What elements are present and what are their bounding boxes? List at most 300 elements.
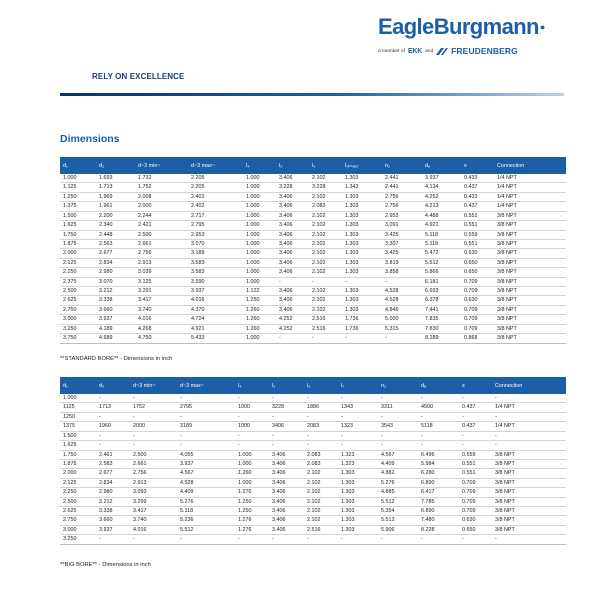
table-cell: 1.713 bbox=[96, 183, 135, 192]
table-cell: - bbox=[309, 277, 342, 286]
table-cell: 4.689 bbox=[96, 334, 135, 343]
table-cell: 2.000 bbox=[60, 249, 96, 258]
table-cell: 5.984 bbox=[418, 459, 459, 468]
table-cell: - bbox=[418, 394, 459, 403]
column-header: l₇₍ₘₐₓ₎ bbox=[342, 157, 382, 174]
table-cell: 1.303 bbox=[338, 525, 378, 534]
table-cell: 5118 bbox=[418, 422, 459, 431]
table-cell: 3.189 bbox=[188, 249, 243, 258]
table-row bbox=[60, 516, 566, 525]
table-cell: 3/8 NPT bbox=[494, 211, 566, 220]
table-cell: 5.512 bbox=[378, 516, 418, 525]
table-cell: 4.921 bbox=[422, 221, 461, 230]
table-cell: 3/8 NPT bbox=[494, 258, 566, 267]
table-cell: 1.625 bbox=[60, 221, 96, 230]
table-row bbox=[60, 249, 566, 258]
membership-line bbox=[378, 46, 548, 56]
table-cell: - bbox=[304, 535, 338, 544]
table-cell: 3.406 bbox=[276, 174, 309, 183]
table-cell: - bbox=[177, 431, 235, 440]
table-cell: 2000 bbox=[130, 422, 177, 431]
table-cell: 4.528 bbox=[177, 478, 235, 487]
table-cell: - bbox=[418, 535, 459, 544]
table-cell: 4.189 bbox=[96, 324, 135, 333]
column-header: d₈ bbox=[422, 157, 461, 174]
table-cell: - bbox=[177, 441, 235, 450]
table-cell: 1.000 bbox=[243, 268, 276, 277]
table-cell: 4.370 bbox=[188, 305, 243, 314]
table-cell: 1.000 bbox=[243, 277, 276, 286]
table-row bbox=[60, 268, 566, 277]
table-cell: - bbox=[459, 441, 492, 450]
table-cell: - bbox=[269, 412, 304, 421]
table-cell: 0.437 bbox=[461, 183, 494, 192]
table-cell: 1/4 NPT bbox=[494, 183, 566, 192]
table-cell: 1.750 bbox=[60, 450, 96, 459]
table-cell: 3.858 bbox=[382, 268, 422, 277]
table-cell: 6.496 bbox=[418, 450, 459, 459]
table-cell: 2.834 bbox=[96, 258, 135, 267]
table-cell: 6.378 bbox=[422, 296, 461, 305]
table-cell: - bbox=[418, 441, 459, 450]
table-row bbox=[60, 422, 566, 431]
table-cell: 1000 bbox=[235, 422, 269, 431]
table-cell: 0.650 bbox=[461, 268, 494, 277]
table-cell: 3.250 bbox=[60, 324, 96, 333]
table-cell: 3/8 NPT bbox=[492, 488, 566, 497]
table-cell: 3/8 NPT bbox=[492, 525, 566, 534]
table-row bbox=[60, 488, 566, 497]
table-cell: 1.752 bbox=[135, 183, 188, 192]
table-cell: 3.937 bbox=[96, 525, 130, 534]
table-cell: 3/8 NPT bbox=[494, 268, 566, 277]
column-header: d₂ bbox=[96, 377, 130, 394]
table-cell: 3.406 bbox=[276, 211, 309, 220]
table-cell: 3.228 bbox=[309, 183, 342, 192]
table-cell: 2.083 bbox=[309, 202, 342, 211]
table-cell: 0.630 bbox=[461, 249, 494, 258]
table-cell: 2.083 bbox=[304, 450, 338, 459]
table-cell: 3.091 bbox=[382, 221, 422, 230]
table-cell: 7.480 bbox=[418, 516, 459, 525]
table-cell: 2.441 bbox=[382, 183, 422, 192]
table-cell: 2.677 bbox=[96, 469, 130, 478]
table-cell: 0.630 bbox=[459, 516, 492, 525]
table-cell: 1.303 bbox=[342, 174, 382, 183]
table-cell: 1.250 bbox=[235, 507, 269, 516]
table-cell: 2.102 bbox=[309, 230, 342, 239]
table-cell: - bbox=[96, 535, 130, 544]
table-cell: 1.303 bbox=[338, 469, 378, 478]
table-cell: 1.000 bbox=[243, 202, 276, 211]
table-cell: 2.250 bbox=[60, 268, 96, 277]
table-cell: 2.980 bbox=[96, 268, 135, 277]
table-cell: - bbox=[96, 412, 130, 421]
table-cell: 3/8 NPT bbox=[492, 497, 566, 506]
table-cell: 2.102 bbox=[309, 287, 342, 296]
table-cell: - bbox=[130, 412, 177, 421]
table-cell: - bbox=[378, 441, 418, 450]
table-cell: 0.551 bbox=[461, 239, 494, 248]
table-cell: 1.750 bbox=[60, 230, 96, 239]
table-cell: 3/8 NPT bbox=[494, 277, 566, 286]
table-cell: - bbox=[130, 535, 177, 544]
table-row bbox=[60, 202, 566, 211]
table-cell: 3.750 bbox=[60, 334, 96, 343]
table-cell: 2.402 bbox=[188, 192, 243, 201]
table-cell: 3.417 bbox=[135, 296, 188, 305]
table-cell: 1.500 bbox=[60, 431, 96, 440]
table-cell: 2.583 bbox=[96, 459, 130, 468]
table-cell: 3/8 NPT bbox=[492, 516, 566, 525]
table-cell: 1752 bbox=[130, 403, 177, 412]
header-divider bbox=[60, 93, 564, 96]
table-cell: 3228 bbox=[269, 403, 304, 412]
table-cell: 1.303 bbox=[338, 488, 378, 497]
table-cell: 2.756 bbox=[382, 192, 422, 201]
table-cell: 3.338 bbox=[96, 507, 130, 516]
table-cell: - bbox=[459, 412, 492, 421]
table-cell: 1.260 bbox=[243, 305, 276, 314]
table-cell: 2.516 bbox=[309, 324, 342, 333]
table-row bbox=[60, 469, 566, 478]
table-cell: 6.693 bbox=[422, 287, 461, 296]
table-cell: 1.736 bbox=[342, 324, 382, 333]
table-cell: 1.000 bbox=[243, 221, 276, 230]
table-cell: 1.250 bbox=[235, 497, 269, 506]
table-cell: 3/8 NPT bbox=[492, 450, 566, 459]
column-header: s bbox=[461, 157, 494, 174]
table-cell: 5.354 bbox=[378, 507, 418, 516]
table-cell: 2.102 bbox=[309, 211, 342, 220]
table-cell: 2083 bbox=[304, 422, 338, 431]
table-row bbox=[60, 192, 566, 201]
table-cell: - bbox=[338, 412, 378, 421]
table-cell: 1.303 bbox=[342, 305, 382, 314]
table-cell: 2.102 bbox=[309, 239, 342, 248]
table-cell: 5.276 bbox=[378, 478, 418, 487]
table-cell: 2.200 bbox=[96, 211, 135, 220]
table-cell: 3.212 bbox=[96, 287, 135, 296]
table-cell: 2.000 bbox=[135, 202, 188, 211]
table-cell: 1/4 NPT bbox=[494, 192, 566, 201]
table-row bbox=[60, 334, 566, 343]
table-cell: - bbox=[269, 394, 304, 403]
table-row bbox=[60, 459, 566, 468]
table-cell: 1.500 bbox=[60, 211, 96, 220]
table-cell: 3.740 bbox=[130, 516, 177, 525]
table-cell: - bbox=[378, 535, 418, 544]
table-cell: - bbox=[177, 394, 235, 403]
table-cell: 2.500 bbox=[135, 230, 188, 239]
table-row bbox=[60, 174, 566, 183]
table-cell: - bbox=[269, 535, 304, 544]
table-cell: 4.567 bbox=[177, 469, 235, 478]
table-cell: 0.551 bbox=[459, 469, 492, 478]
table-cell: 2.340 bbox=[96, 221, 135, 230]
table-cell: 4.213 bbox=[422, 202, 461, 211]
column-header: l₇ bbox=[338, 377, 378, 394]
table-cell: 0.551 bbox=[461, 211, 494, 220]
column-header: l₄ bbox=[235, 377, 269, 394]
table-cell: 1.303 bbox=[342, 230, 382, 239]
table-cell: 0.709 bbox=[461, 277, 494, 286]
table-cell: 3543 bbox=[378, 422, 418, 431]
table-cell: 2.102 bbox=[309, 268, 342, 277]
table-cell: - bbox=[304, 394, 338, 403]
table-cell: 1125 bbox=[60, 403, 96, 412]
table-cell: 2.980 bbox=[96, 488, 130, 497]
table-cell: 1.000 bbox=[60, 174, 96, 183]
table-cell: 3.338 bbox=[96, 296, 135, 305]
column-header: s bbox=[459, 377, 492, 394]
table-cell: 3.406 bbox=[276, 258, 309, 267]
table-cell: 6.280 bbox=[418, 469, 459, 478]
table-cell: 3.583 bbox=[188, 258, 243, 267]
table-cell: 2.563 bbox=[96, 239, 135, 248]
table-cell: 0.551 bbox=[459, 459, 492, 468]
table-cell: 5.118 bbox=[177, 507, 235, 516]
table-cell: 3.937 bbox=[188, 287, 243, 296]
table-cell: 3.937 bbox=[177, 459, 235, 468]
table-cell: 3.212 bbox=[96, 497, 130, 506]
table-row bbox=[60, 183, 566, 192]
table-cell: - bbox=[459, 394, 492, 403]
table-cell: - bbox=[492, 535, 566, 544]
table-cell: 0.709 bbox=[459, 507, 492, 516]
column-header: d₁ bbox=[60, 377, 96, 394]
table-cell: 2.953 bbox=[382, 211, 422, 220]
table-cell: 3406 bbox=[269, 422, 304, 431]
table-cell: 1/4 NPT bbox=[492, 422, 566, 431]
table-cell: - bbox=[235, 431, 269, 440]
table-cell: 4.528 bbox=[382, 296, 422, 305]
table-cell: 3.406 bbox=[276, 305, 309, 314]
table-cell: 1323 bbox=[338, 422, 378, 431]
table-cell: 2.756 bbox=[135, 249, 188, 258]
table-cell: 5.512 bbox=[422, 258, 461, 267]
table-cell: 7.835 bbox=[422, 315, 461, 324]
table-cell: 1.250 bbox=[60, 192, 96, 201]
column-header: d₂ bbox=[96, 157, 135, 174]
table-cell: 1.250 bbox=[243, 296, 276, 305]
table-cell: 2.516 bbox=[309, 315, 342, 324]
table-cell: - bbox=[492, 431, 566, 440]
table-cell: 3.406 bbox=[276, 221, 309, 230]
table-cell: - bbox=[418, 412, 459, 421]
table-cell: 1.303 bbox=[342, 258, 382, 267]
table-cell: 1.303 bbox=[338, 478, 378, 487]
freudenberg-mark-icon bbox=[436, 48, 448, 55]
table-row bbox=[60, 211, 566, 220]
table-cell: 2.913 bbox=[130, 478, 177, 487]
column-header: l₅ bbox=[276, 157, 309, 174]
table-cell: 5.276 bbox=[177, 497, 235, 506]
table-cell: 3.250 bbox=[60, 535, 96, 544]
table-cell: - bbox=[304, 412, 338, 421]
table-cell: 8.189 bbox=[422, 334, 461, 343]
table-cell: 2.102 bbox=[309, 174, 342, 183]
table-cell: 3311 bbox=[378, 403, 418, 412]
table-cell: - bbox=[492, 441, 566, 450]
table-cell: 1.961 bbox=[96, 202, 135, 211]
table-cell: - bbox=[177, 412, 235, 421]
table-row bbox=[60, 287, 566, 296]
table-cell: 3.425 bbox=[382, 230, 422, 239]
table-cell: 4.921 bbox=[188, 324, 243, 333]
table-cell: 1.732 bbox=[135, 174, 188, 183]
table-cell: 3.299 bbox=[130, 497, 177, 506]
table-cell: 2.913 bbox=[135, 258, 188, 267]
table-cell: 5.433 bbox=[188, 334, 243, 343]
table-cell: 1.122 bbox=[243, 287, 276, 296]
table-cell: 2.125 bbox=[60, 478, 96, 487]
table-cell: 1.125 bbox=[60, 183, 96, 192]
table-cell: 1.303 bbox=[342, 296, 382, 305]
table-cell: 1/4 NPT bbox=[494, 174, 566, 183]
freudenberg-logo: FREUDENBERG bbox=[451, 46, 518, 56]
table-cell: 1.000 bbox=[60, 394, 96, 403]
table-cell: 0.433 bbox=[461, 174, 494, 183]
table-header-row bbox=[60, 157, 566, 174]
table-cell: 3/8 NPT bbox=[494, 334, 566, 343]
table-cell: 2.500 bbox=[60, 287, 96, 296]
table-cell: 2.102 bbox=[304, 516, 338, 525]
table-cell: 0.650 bbox=[459, 525, 492, 534]
column-header: d~3 min~ bbox=[135, 157, 188, 174]
table-cell: 3/8 NPT bbox=[494, 315, 566, 324]
table-cell: 3.406 bbox=[276, 268, 309, 277]
table-cell: 0.650 bbox=[461, 258, 494, 267]
table-cell: - bbox=[492, 394, 566, 403]
table-cell: 1.303 bbox=[338, 497, 378, 506]
table-cell: 1.000 bbox=[235, 459, 269, 468]
table-cell: 3/8 NPT bbox=[494, 324, 566, 333]
table-cell: - bbox=[304, 431, 338, 440]
column-header: Connection bbox=[494, 157, 566, 174]
table-cell: 4.885 bbox=[378, 488, 418, 497]
table-cell: 3.406 bbox=[276, 287, 309, 296]
table-cell: 0.868 bbox=[461, 334, 494, 343]
table-cell: 0.630 bbox=[461, 296, 494, 305]
table-cell: 2.448 bbox=[96, 230, 135, 239]
table-row bbox=[60, 305, 566, 314]
table-cell: 0.437 bbox=[459, 403, 492, 412]
table-cell: - bbox=[378, 412, 418, 421]
table-cell: 4.882 bbox=[378, 469, 418, 478]
table-cell: 2.102 bbox=[304, 507, 338, 516]
standard-bore-caption: **STANDARD BORE** - Dimensions in inch bbox=[60, 356, 173, 362]
table-cell: 5.866 bbox=[422, 268, 461, 277]
table-cell: 2.661 bbox=[130, 459, 177, 468]
table-cell: 3/8 NPT bbox=[492, 507, 566, 516]
table-cell: 1.303 bbox=[342, 287, 382, 296]
table-cell: 4.134 bbox=[422, 183, 461, 192]
table-cell: - bbox=[96, 441, 130, 450]
table-row bbox=[60, 478, 566, 487]
table-cell: 4.528 bbox=[382, 287, 422, 296]
table-cell: 2.102 bbox=[309, 305, 342, 314]
table-cell: 5.118 bbox=[422, 230, 461, 239]
table-cell: 1.260 bbox=[243, 315, 276, 324]
table-cell: 4.016 bbox=[188, 296, 243, 305]
table-cell: - bbox=[130, 394, 177, 403]
table-cell: - bbox=[235, 441, 269, 450]
table-cell: 2.661 bbox=[135, 239, 188, 248]
table-row bbox=[60, 239, 566, 248]
table-cell: 1713 bbox=[96, 403, 130, 412]
table-cell: - bbox=[378, 394, 418, 403]
table-cell: 2.125 bbox=[60, 258, 96, 267]
table-cell: 3.093 bbox=[130, 488, 177, 497]
table-cell: 1.303 bbox=[342, 268, 382, 277]
column-header: l₅ bbox=[269, 377, 304, 394]
table-cell: 1.303 bbox=[338, 516, 378, 525]
table-cell: 7.441 bbox=[422, 305, 461, 314]
table-row bbox=[60, 258, 566, 267]
table-cell: 1343 bbox=[338, 403, 378, 412]
table-cell: 2.205 bbox=[188, 183, 243, 192]
table-cell: 1.303 bbox=[342, 249, 382, 258]
logo-dot-icon: ● bbox=[539, 22, 545, 32]
table-cell: - bbox=[96, 431, 130, 440]
table-cell: 4.252 bbox=[276, 315, 309, 324]
table-cell: 1.000 bbox=[243, 258, 276, 267]
table-cell: 5.236 bbox=[177, 516, 235, 525]
table-cell: 1375 bbox=[60, 422, 96, 431]
table-row bbox=[60, 296, 566, 305]
table-cell: 1.303 bbox=[338, 507, 378, 516]
table-cell: 0.709 bbox=[461, 324, 494, 333]
table-cell: - bbox=[304, 441, 338, 450]
table-cell: 0.709 bbox=[461, 305, 494, 314]
table-cell: - bbox=[382, 334, 422, 343]
table-cell: 1.000 bbox=[235, 450, 269, 459]
section-title: Dimensions bbox=[60, 133, 120, 145]
table-cell: 3.583 bbox=[188, 268, 243, 277]
table-cell: 3189 bbox=[177, 422, 235, 431]
table-cell: 4.268 bbox=[135, 324, 188, 333]
table-cell: 2.834 bbox=[96, 478, 130, 487]
table-cell: 5.472 bbox=[422, 249, 461, 258]
table-cell: - bbox=[235, 394, 269, 403]
table-cell: 3.937 bbox=[96, 315, 135, 324]
table-cell: 1.323 bbox=[338, 459, 378, 468]
table-row bbox=[60, 403, 566, 412]
eagleburgmann-logo[interactable] bbox=[378, 14, 548, 56]
table-cell: 6.890 bbox=[418, 478, 459, 487]
table-cell: 0.709 bbox=[459, 497, 492, 506]
table-cell: 2.500 bbox=[60, 497, 96, 506]
table-cell: 1.276 bbox=[235, 525, 269, 534]
table-cell: 3.039 bbox=[135, 268, 188, 277]
standard-bore-table bbox=[60, 157, 566, 344]
table-cell: 2.102 bbox=[304, 497, 338, 506]
table-cell: 3/8 NPT bbox=[492, 478, 566, 487]
table-cell: 4.488 bbox=[422, 211, 461, 220]
table-cell: 3.000 bbox=[60, 315, 96, 324]
column-header: Connection bbox=[492, 377, 566, 394]
table-cell: 4.567 bbox=[378, 450, 418, 459]
table-cell: 6.417 bbox=[418, 488, 459, 497]
table-cell: 1.276 bbox=[235, 488, 269, 497]
table-cell: 2.953 bbox=[188, 230, 243, 239]
table-cell: 0.437 bbox=[461, 202, 494, 211]
table-cell: 3.406 bbox=[269, 497, 304, 506]
table-cell: 3.406 bbox=[276, 296, 309, 305]
table-cell: 2.205 bbox=[188, 174, 243, 183]
column-header: d~3 max~ bbox=[177, 377, 235, 394]
